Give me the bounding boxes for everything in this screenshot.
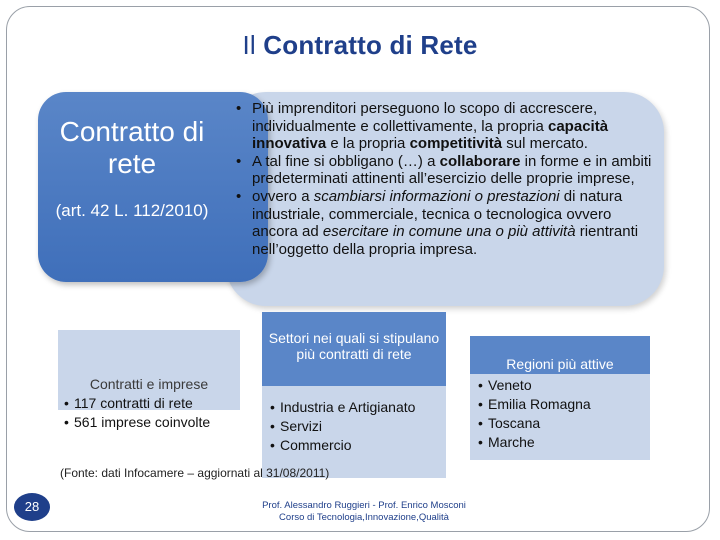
- footer: [244, 500, 484, 524]
- slide-title: [0, 30, 720, 61]
- bullet-dot: •: [478, 396, 483, 412]
- contratto-title: Contratto di rete: [59, 116, 205, 179]
- bullet-dot: •: [478, 415, 483, 431]
- regioni-list: [478, 376, 591, 452]
- text: in forme e in ambiti predeterminati attinenti all’esercizio delle proprie imprese,: [252, 152, 652, 188]
- bullet-dot: •: [270, 399, 275, 415]
- bullet-dot: •: [236, 152, 242, 170]
- contratto-box-text: [44, 116, 220, 221]
- contratto-law-ref: (art. 42 L. 112/2010): [55, 201, 209, 220]
- text: ovvero a: [252, 187, 314, 205]
- text: sul mercato.: [502, 135, 588, 153]
- item-text: Commercio: [280, 437, 352, 453]
- footer-authors: Prof. Alessandro Ruggieri - Prof. Enrico Mosconi: [262, 500, 466, 511]
- bullet-dot: •: [270, 437, 275, 453]
- list-item: [64, 413, 210, 432]
- item-text: 117 contratti di rete: [74, 395, 193, 411]
- list-item: [270, 398, 415, 417]
- contratti-title: Contratti e imprese: [89, 376, 209, 392]
- emphasis: esercitare in comune una o più attività: [322, 223, 576, 241]
- settori-list: [270, 398, 415, 455]
- bullet-dot: •: [236, 187, 242, 205]
- emphasis: competitività: [409, 135, 503, 153]
- list-item: [478, 414, 591, 433]
- list-item: [270, 417, 415, 436]
- title-part-2: Contratto di Rete: [263, 30, 478, 60]
- text: di natura industriale, commerciale, tecnica o tecnologica ovvero ancora ad: [252, 187, 623, 241]
- item-text: Emilia Romagna: [488, 396, 591, 412]
- bullet-dot: •: [64, 414, 69, 430]
- text: Più imprenditori perseguono lo scopo di accrescere, individualmente e collettivamente, la propria: [252, 100, 598, 135]
- bullet-dot: •: [236, 100, 242, 117]
- source-note: (Fonte: dati Infocamere – aggiornati al 31/08/2011): [60, 466, 330, 480]
- item-text: Toscana: [488, 415, 541, 431]
- list-item: [64, 394, 210, 413]
- text: e la propria: [326, 135, 410, 153]
- emphasis: scambiarsi informazioni o prestazioni: [313, 187, 560, 205]
- list-item: [478, 376, 591, 395]
- text: A tal fine si obbligano (…) a: [252, 152, 440, 170]
- page-number: 28: [14, 493, 50, 521]
- bullet-3: [236, 188, 661, 258]
- item-text: Marche: [488, 434, 535, 450]
- list-item: [478, 433, 591, 452]
- footer-course: Corso di Tecnologia,Innovazione,Qualità: [279, 512, 449, 523]
- bullet-dot: •: [478, 377, 483, 393]
- text: rientranti nell’oggetto della propria impresa.: [252, 223, 639, 258]
- item-text: Industria e Artigianato: [280, 399, 416, 415]
- bullet-1: [236, 100, 661, 153]
- item-text: 561 imprese coinvolte: [74, 414, 211, 430]
- bullet-2: [236, 153, 661, 188]
- list-item: [478, 395, 591, 414]
- emphasis: capacità innovativa: [252, 117, 609, 153]
- bullet-dot: •: [64, 395, 69, 411]
- list-item: [270, 436, 415, 455]
- regioni-title: Regioni più attive: [506, 356, 614, 372]
- bullet-dot: •: [478, 434, 483, 450]
- settori-title: Settori nei quali si stipulano più contratti di rete: [268, 330, 440, 362]
- definition-bullets: [236, 100, 661, 258]
- item-text: Veneto: [488, 377, 532, 393]
- emphasis: collaborare: [439, 152, 521, 170]
- item-text: Servizi: [280, 418, 323, 434]
- title-part-1: Il: [242, 30, 264, 60]
- bullet-dot: •: [270, 418, 275, 434]
- contratti-list: [64, 394, 210, 432]
